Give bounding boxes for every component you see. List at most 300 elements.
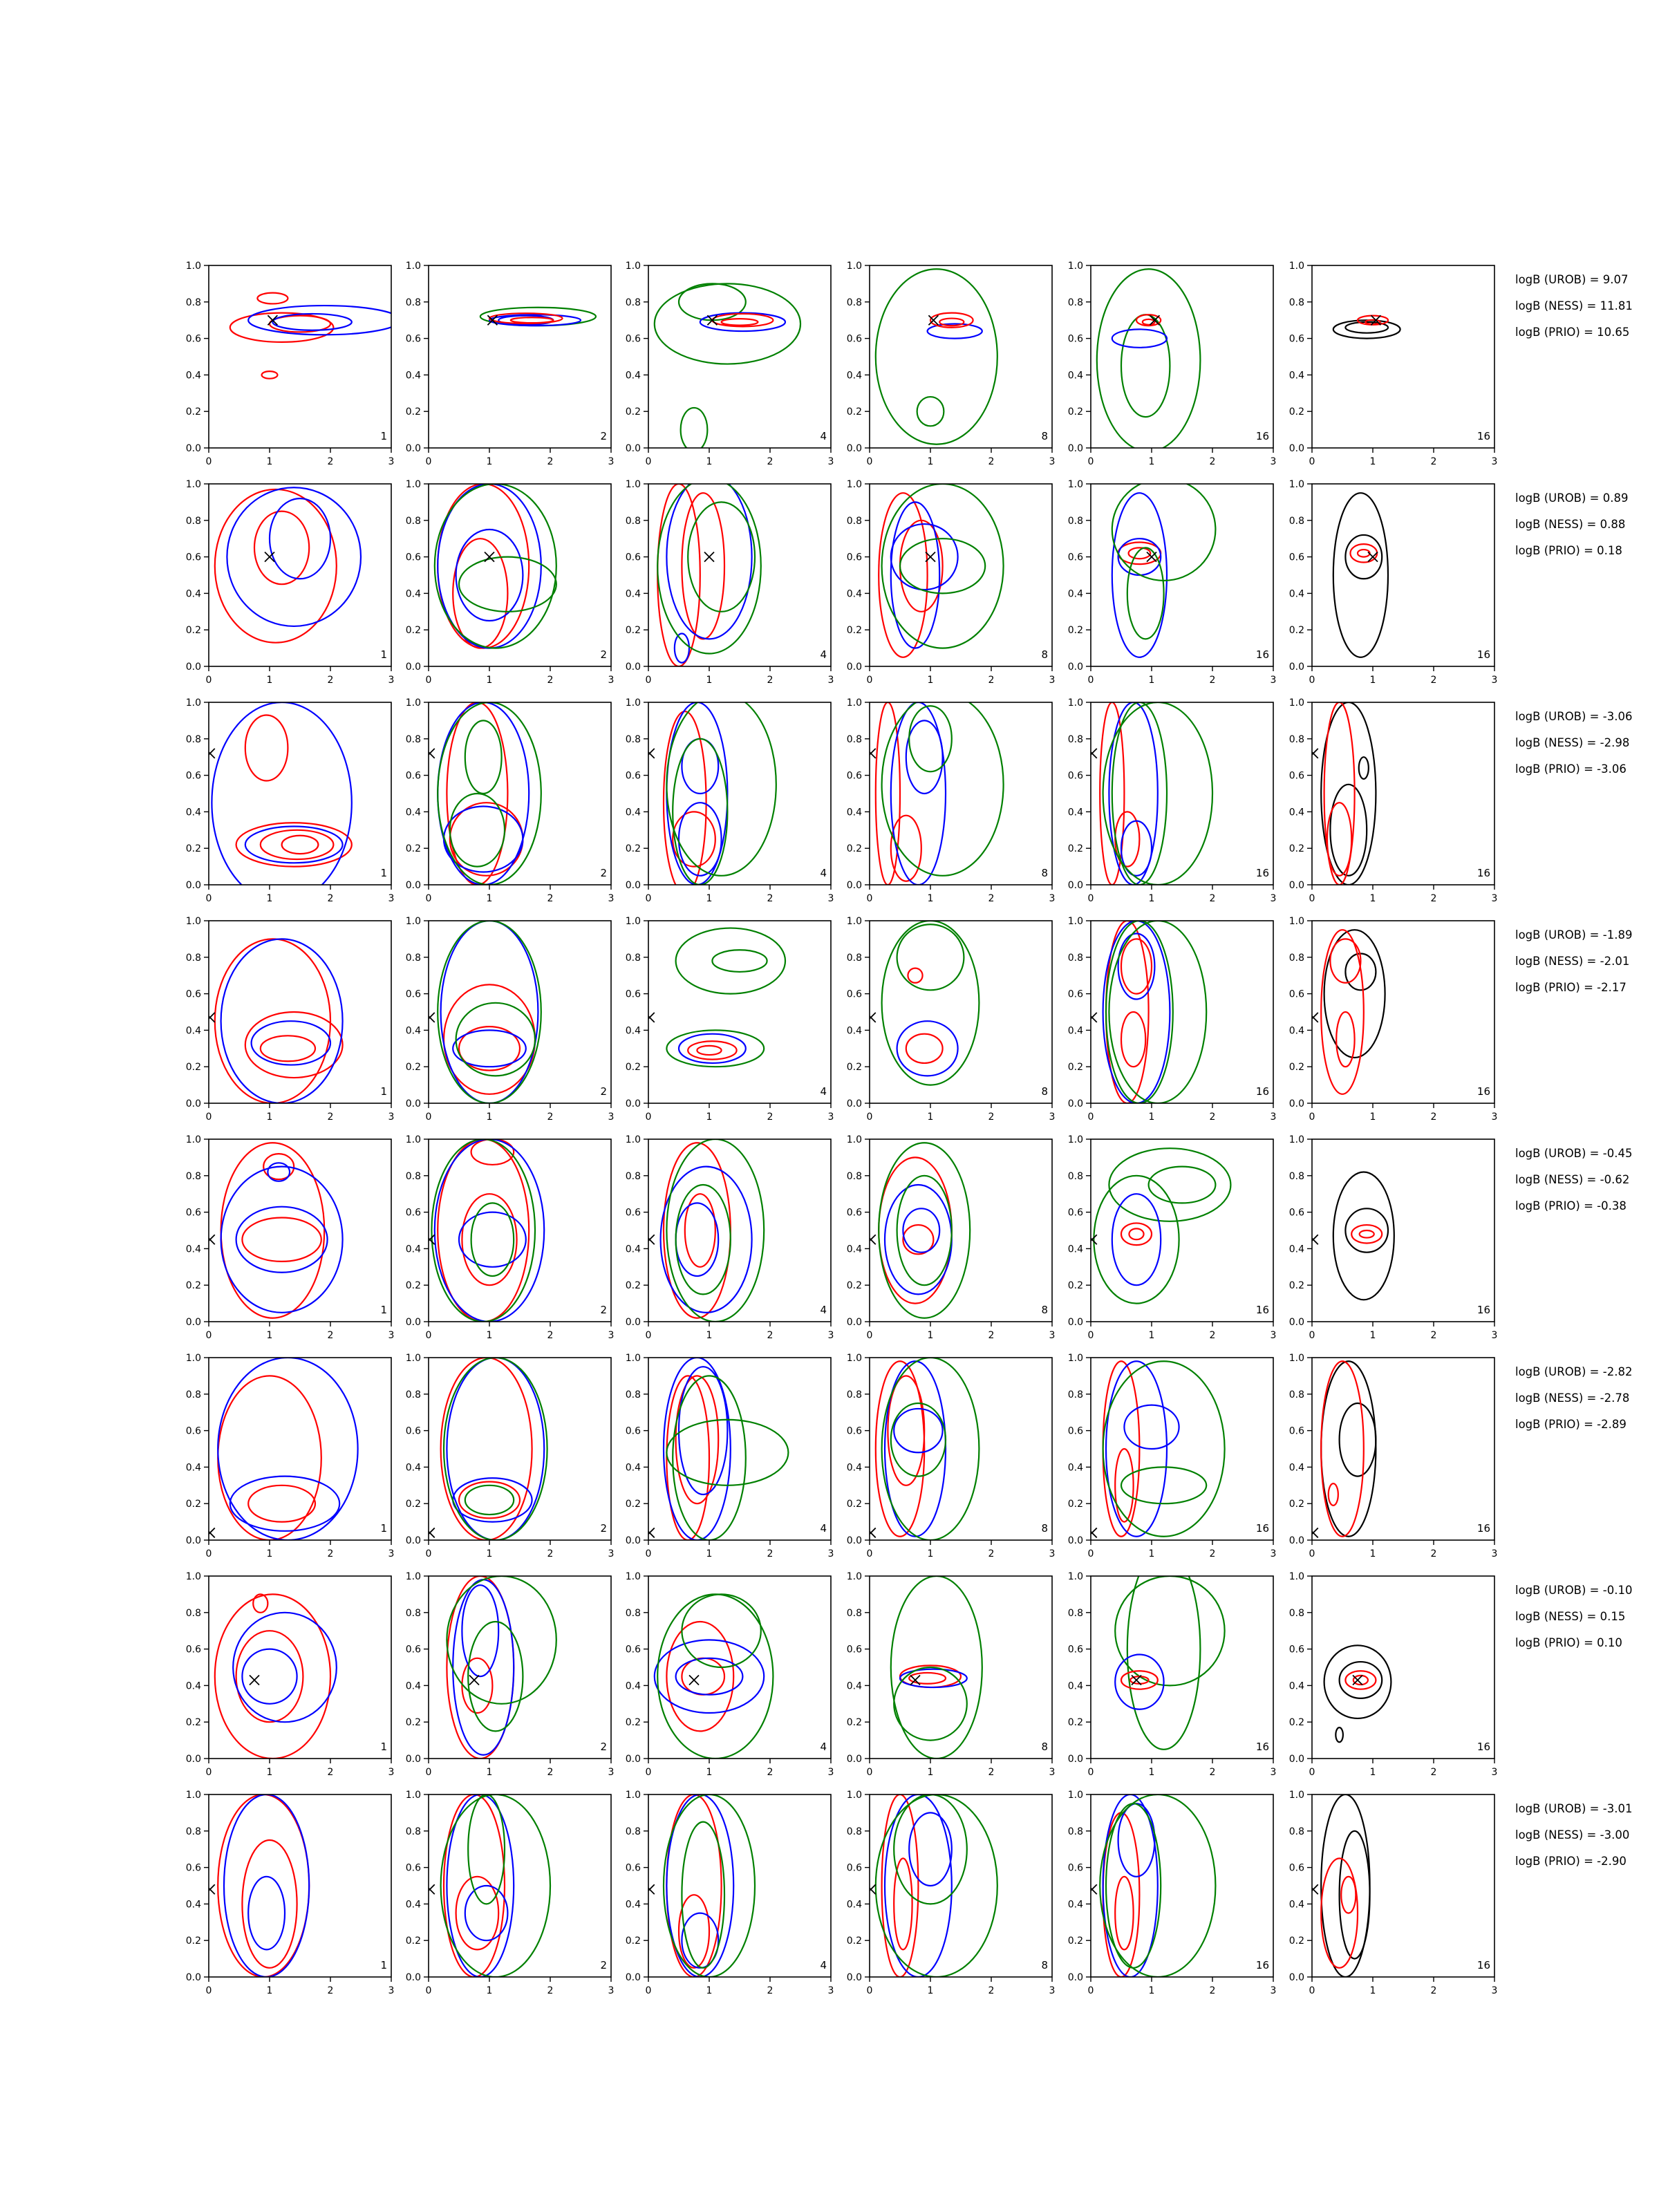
contour-green-1 (876, 269, 997, 444)
contour-green-1 (1109, 1148, 1230, 1221)
truth-marker (1309, 1884, 1318, 1894)
x-tick-label: 2 (547, 893, 554, 904)
y-tick-label: 0.6 (185, 1425, 201, 1437)
bayes-factor-label: logB (UROB) = -3.01 (1515, 1802, 1633, 1815)
y-tick-label: 0.2 (625, 406, 641, 418)
y-tick-label: 1.0 (1288, 1353, 1304, 1364)
contour-green-1 (1097, 269, 1201, 451)
contour-green-6 (1106, 1803, 1161, 1968)
contour-red-3 (1350, 544, 1377, 562)
y-tick-label: 0.0 (625, 880, 641, 891)
x-tick-label: 3 (388, 1548, 395, 1559)
x-tick-label: 3 (608, 1330, 615, 1341)
contour-group (876, 693, 1004, 885)
corner-label: 16 (1477, 867, 1490, 879)
y-tick-label: 0.0 (1067, 1535, 1083, 1546)
x-tick-label: 0 (1087, 1330, 1094, 1341)
contour-group (1333, 493, 1388, 657)
x-tick-label: 3 (1049, 675, 1056, 686)
y-tick-label: 0.8 (625, 1389, 641, 1400)
panel-r4-c6 (1289, 916, 1498, 1123)
y-tick-label: 0.4 (405, 1899, 421, 1911)
axes-frame (209, 1139, 391, 1322)
contour-blue-4 (675, 633, 689, 662)
y-tick-label: 0.0 (1067, 1317, 1083, 1328)
y-tick-label: 0.8 (405, 1389, 421, 1400)
x-tick-label: 2 (327, 456, 334, 467)
y-tick-label: 0.8 (1288, 297, 1304, 308)
x-tick-label: 3 (608, 1985, 615, 1996)
y-tick-label: 1.0 (625, 261, 641, 272)
y-tick-label: 1.0 (405, 1790, 421, 1801)
y-tick-label: 0.4 (405, 588, 421, 600)
x-tick-label: 1 (706, 1330, 713, 1341)
x-tick-label: 3 (1049, 1548, 1056, 1559)
x-tick-label: 1 (486, 1767, 493, 1778)
y-tick-label: 0.2 (846, 1936, 862, 1947)
x-tick-label: 0 (645, 1330, 652, 1341)
y-tick-label: 0.8 (185, 1389, 201, 1400)
y-tick-label: 0.8 (405, 952, 421, 964)
y-tick-label: 0.0 (405, 1754, 421, 1765)
x-tick-label: 1 (1369, 893, 1376, 904)
y-tick-label: 1.0 (846, 479, 862, 490)
y-tick-label: 0.0 (405, 443, 421, 454)
x-tick-label: 3 (388, 675, 395, 686)
contour-group (435, 484, 556, 648)
panel-r8-c5 (1068, 1790, 1277, 1996)
contour-group (879, 484, 1003, 657)
x-tick-label: 1 (1148, 1330, 1155, 1341)
x-tick-label: 3 (1049, 893, 1056, 904)
contour-green-6 (682, 1594, 760, 1667)
contour-blue-3 (661, 1167, 752, 1313)
y-tick-label: 0.0 (1288, 1098, 1304, 1109)
y-tick-label: 0.2 (405, 406, 421, 418)
corner-label: 8 (1041, 1304, 1048, 1316)
y-tick-label: 0.4 (1288, 1680, 1304, 1692)
y-tick-label: 0.6 (1288, 770, 1304, 782)
y-tick-label: 0.6 (1067, 1425, 1083, 1437)
corner-label: 1 (380, 430, 387, 442)
x-tick-label: 0 (425, 1767, 432, 1778)
x-tick-label: 3 (827, 1548, 834, 1559)
x-tick-label: 2 (1209, 1548, 1216, 1559)
truth-marker (866, 749, 876, 758)
y-tick-label: 0.8 (405, 515, 421, 527)
panel-r7-c3 (626, 1571, 834, 1778)
panel-r4-c4 (847, 916, 1056, 1123)
contour-group (1094, 1148, 1230, 1303)
x-tick-label: 0 (1309, 1767, 1315, 1778)
corner-label: 16 (1477, 648, 1490, 661)
y-tick-label: 0.6 (185, 770, 201, 782)
x-tick-label: 3 (388, 1767, 395, 1778)
contour-black-2 (1340, 1831, 1370, 1959)
corner-label: 8 (1041, 430, 1048, 442)
contour-red-1 (215, 939, 330, 1103)
y-tick-label: 0.8 (1288, 1170, 1304, 1182)
panel-r3-c6 (1289, 697, 1498, 904)
y-tick-label: 1.0 (1288, 916, 1304, 927)
y-tick-label: 0.8 (185, 1170, 201, 1182)
contour-red-2 (1115, 1449, 1133, 1522)
y-tick-label: 0.2 (405, 1499, 421, 1510)
corner-label: 4 (820, 1085, 827, 1098)
truth-marker (205, 1528, 215, 1537)
contour-green-6 (1109, 921, 1206, 1103)
corner-label: 2 (600, 1959, 607, 1971)
x-tick-label: 3 (608, 1767, 615, 1778)
axes-frame (1312, 484, 1494, 666)
y-tick-label: 0.0 (185, 662, 201, 673)
y-tick-label: 0.0 (1288, 1754, 1304, 1765)
y-tick-label: 1.0 (185, 261, 201, 272)
contour-blue-4 (1124, 1405, 1179, 1449)
x-tick-label: 0 (645, 1767, 652, 1778)
contour-red-3 (1321, 930, 1364, 1094)
x-tick-label: 3 (608, 1112, 615, 1123)
panel-r4-c5 (1068, 916, 1277, 1123)
y-tick-label: 1.0 (1067, 697, 1083, 709)
truth-marker (425, 1884, 435, 1894)
corner-label: 16 (1255, 648, 1269, 661)
axes-frame (209, 265, 391, 448)
x-tick-label: 0 (1309, 1548, 1315, 1559)
y-tick-label: 0.0 (185, 1317, 201, 1328)
y-tick-label: 0.2 (846, 1717, 862, 1729)
truth-marker (645, 1235, 655, 1244)
contour-green-6 (468, 1622, 523, 1731)
x-tick-label: 0 (205, 1330, 212, 1341)
contour-group (1324, 1645, 1391, 1742)
contour-green-1 (676, 928, 785, 994)
y-tick-label: 0.8 (846, 1170, 862, 1182)
y-tick-label: 0.8 (405, 1170, 421, 1182)
y-tick-label: 0.6 (625, 770, 641, 782)
y-tick-label: 0.8 (625, 1607, 641, 1619)
y-tick-label: 0.4 (846, 1462, 862, 1474)
contour-group (661, 1139, 765, 1322)
x-tick-label: 1 (266, 1767, 273, 1778)
x-tick-label: 2 (327, 1112, 334, 1123)
contour-blue-4 (465, 1886, 508, 1940)
contour-green-7 (1106, 921, 1173, 1103)
x-tick-label: 0 (1309, 1112, 1315, 1123)
x-tick-label: 2 (1209, 1112, 1216, 1123)
corner-label: 16 (1255, 1741, 1269, 1753)
contour-group (666, 928, 785, 1067)
y-tick-label: 0.2 (185, 1062, 201, 1074)
y-tick-label: 0.8 (846, 1389, 862, 1400)
x-tick-label: 2 (988, 456, 995, 467)
y-tick-label: 0.6 (405, 988, 421, 1000)
truth-marker (250, 1675, 259, 1685)
axes-frame (648, 921, 831, 1103)
x-tick-label: 0 (1087, 1112, 1094, 1123)
contour-green-6 (465, 1485, 514, 1515)
x-tick-label: 0 (1309, 1330, 1315, 1341)
contour-red-6 (722, 319, 758, 326)
truth-marker (425, 749, 435, 758)
panel-r4-c1 (186, 916, 395, 1123)
y-tick-label: 0.6 (185, 1862, 201, 1874)
x-tick-label: 3 (1491, 1548, 1498, 1559)
contour-group (480, 308, 596, 326)
y-tick-label: 1.0 (625, 1571, 641, 1582)
y-tick-label: 0.6 (625, 1425, 641, 1437)
y-tick-label: 0.2 (1067, 625, 1083, 637)
truth-marker (645, 1013, 655, 1022)
corner-label: 4 (820, 648, 827, 661)
y-tick-label: 0.6 (846, 552, 862, 563)
y-tick-label: 0.8 (1288, 1826, 1304, 1837)
y-tick-label: 0.4 (1288, 807, 1304, 818)
y-tick-label: 0.2 (405, 1936, 421, 1947)
y-tick-label: 0.2 (405, 1280, 421, 1292)
y-tick-label: 0.2 (185, 1499, 201, 1510)
y-tick-label: 0.6 (846, 1862, 862, 1874)
x-tick-label: 1 (927, 456, 934, 467)
contour-group (215, 487, 361, 642)
bayes-factor-label: logB (NESS) = -0.62 (1515, 1173, 1630, 1186)
x-tick-label: 2 (547, 1985, 554, 1996)
corner-label: 8 (1041, 648, 1048, 661)
panel-r1-c2 (406, 261, 615, 467)
x-tick-label: 1 (706, 1112, 713, 1123)
bayes-factor-label: logB (PRIO) = 0.10 (1515, 1636, 1622, 1649)
x-tick-label: 2 (547, 1548, 554, 1559)
y-tick-label: 0.4 (625, 1899, 641, 1911)
bayes-factor-label: logB (UROB) = -0.45 (1515, 1147, 1633, 1160)
x-tick-label: 2 (1430, 1767, 1437, 1778)
truth-marker (866, 1235, 876, 1244)
y-tick-label: 0.6 (1288, 1425, 1304, 1437)
x-tick-label: 3 (608, 675, 615, 686)
y-tick-label: 0.4 (405, 1680, 421, 1692)
contour-blue-4 (1118, 1803, 1155, 1877)
y-tick-label: 0.0 (185, 880, 201, 891)
x-tick-label: 2 (1209, 1985, 1216, 1996)
contour-group (1321, 702, 1376, 885)
y-tick-label: 0.6 (405, 770, 421, 782)
y-tick-label: 0.0 (1288, 880, 1304, 891)
contour-red-2 (462, 1658, 492, 1713)
x-tick-label: 2 (988, 1112, 995, 1123)
y-tick-label: 0.6 (405, 1862, 421, 1874)
contour-group (215, 1594, 337, 1759)
y-tick-label: 1.0 (185, 1790, 201, 1801)
truth-marker (205, 1884, 215, 1894)
y-tick-label: 1.0 (625, 479, 641, 490)
y-tick-label: 0.4 (1067, 1680, 1083, 1692)
corner-label: 2 (600, 430, 607, 442)
x-tick-label: 0 (1309, 893, 1315, 904)
contour-red-3 (282, 836, 319, 854)
contour-green-3 (681, 408, 708, 451)
y-tick-label: 0.2 (185, 1717, 201, 1729)
y-tick-label: 0.0 (405, 1535, 421, 1546)
y-tick-label: 0.4 (1067, 1899, 1083, 1911)
y-tick-label: 0.4 (846, 588, 862, 600)
contour-green-1 (882, 921, 980, 1085)
x-tick-label: 0 (1087, 456, 1094, 467)
y-tick-label: 0.0 (1067, 1972, 1083, 1983)
x-tick-label: 2 (1209, 675, 1216, 686)
y-tick-label: 0.0 (846, 1535, 862, 1546)
x-tick-label: 2 (767, 1330, 774, 1341)
x-tick-label: 2 (988, 893, 995, 904)
corner-label: 16 (1255, 1522, 1269, 1535)
corner-label: 16 (1477, 1304, 1490, 1316)
contour-green-7 (471, 1203, 514, 1276)
contour-red-3 (1345, 1671, 1376, 1689)
panel-r2-c2 (406, 479, 615, 686)
truth-marker (866, 1884, 876, 1894)
x-tick-label: 2 (767, 1985, 774, 1996)
x-tick-label: 1 (1369, 1767, 1376, 1778)
bayes-factor-label: logB (NESS) = 0.88 (1515, 518, 1626, 531)
corner-label: 16 (1477, 1959, 1490, 1971)
contour-green-2 (1127, 1548, 1201, 1749)
x-tick-label: 1 (486, 1985, 493, 1996)
contour-blue-3 (227, 487, 361, 626)
axes-frame (870, 1358, 1052, 1540)
corner-label: 4 (820, 1522, 827, 1535)
y-tick-label: 0.2 (625, 1499, 641, 1510)
contour-green-5 (657, 1594, 773, 1759)
x-tick-label: 0 (645, 456, 652, 467)
y-tick-label: 0.4 (185, 1244, 201, 1255)
contour-green-5 (879, 1143, 970, 1318)
y-tick-label: 0.4 (625, 1025, 641, 1037)
y-tick-label: 1.0 (405, 916, 421, 927)
x-tick-label: 2 (327, 1767, 334, 1778)
contour-group (1103, 921, 1207, 1103)
x-tick-label: 2 (988, 1767, 995, 1778)
y-tick-label: 0.4 (846, 1025, 862, 1037)
y-tick-label: 0.2 (625, 1717, 641, 1729)
y-tick-label: 0.6 (1067, 1644, 1083, 1656)
axes-frame (209, 1358, 391, 1540)
contour-group (876, 1358, 980, 1540)
bayes-factor-label: logB (PRIO) = -2.17 (1515, 981, 1627, 994)
x-tick-label: 2 (767, 456, 774, 467)
panel-r8-c1 (186, 1790, 395, 1996)
corner-label: 4 (820, 430, 827, 442)
bayes-factor-label: logB (NESS) = -2.78 (1515, 1391, 1630, 1405)
contour-blue-4 (894, 1409, 942, 1452)
corner-label: 16 (1255, 867, 1269, 879)
contour-group (655, 1594, 774, 1759)
x-tick-label: 1 (706, 893, 713, 904)
x-tick-label: 0 (1309, 456, 1315, 467)
contour-blue-4 (891, 502, 939, 648)
y-tick-label: 0.2 (1288, 406, 1304, 418)
corner-label: 2 (600, 1085, 607, 1098)
x-tick-label: 0 (866, 675, 873, 686)
panel-r1-c4 (847, 261, 1056, 467)
x-tick-label: 1 (486, 1112, 493, 1123)
x-tick-label: 3 (1270, 1330, 1277, 1341)
x-tick-label: 2 (327, 1548, 334, 1559)
x-tick-label: 0 (425, 1985, 432, 1996)
corner-label: 8 (1041, 867, 1048, 879)
panel-r4-c2 (406, 916, 615, 1123)
x-tick-label: 0 (205, 1985, 212, 1996)
x-tick-label: 2 (1209, 1767, 1216, 1778)
bayes-factor-label: logB (PRIO) = -2.89 (1515, 1418, 1627, 1431)
contour-blue-5 (236, 1207, 328, 1273)
x-tick-label: 1 (927, 1767, 934, 1778)
panel-r5-c2 (406, 1134, 615, 1341)
x-tick-label: 2 (327, 1985, 334, 1996)
contour-group (1321, 930, 1385, 1094)
panel-r8-c4 (847, 1790, 1056, 1996)
y-tick-label: 1.0 (405, 479, 421, 490)
y-tick-label: 0.8 (1288, 1389, 1304, 1400)
y-tick-label: 0.0 (1067, 1754, 1083, 1765)
y-tick-label: 1.0 (1288, 697, 1304, 709)
contour-group (891, 1576, 982, 1759)
contour-black-5 (1335, 1727, 1343, 1742)
panel-r6-c5 (1068, 1353, 1277, 1559)
contour-blue-3 (438, 484, 541, 648)
y-tick-label: 0.4 (1067, 1244, 1083, 1255)
panel-r3-c1 (186, 697, 395, 904)
y-tick-label: 1.0 (185, 916, 201, 927)
y-tick-label: 0.8 (1067, 733, 1083, 745)
y-tick-label: 0.4 (1288, 1462, 1304, 1474)
contour-blue-3 (885, 1185, 952, 1294)
contour-group (438, 921, 541, 1103)
x-tick-label: 0 (1087, 893, 1094, 904)
axes-frame (870, 1576, 1052, 1759)
x-tick-label: 2 (1430, 1548, 1437, 1559)
contour-blue-5 (459, 1212, 526, 1267)
axes-frame (1091, 921, 1273, 1103)
contour-green-2 (917, 397, 944, 426)
x-tick-label: 3 (1049, 1112, 1056, 1123)
panel-r8-c2 (406, 1790, 615, 1996)
contour-red-4 (262, 371, 278, 379)
x-tick-label: 2 (1430, 1985, 1437, 1996)
panel-r7-c5 (1068, 1548, 1277, 1778)
bayes-factor-label: logB (NESS) = -2.01 (1515, 955, 1630, 968)
y-tick-label: 0.8 (846, 1607, 862, 1619)
x-tick-label: 1 (486, 675, 493, 686)
y-tick-label: 0.6 (405, 333, 421, 345)
x-tick-label: 1 (1148, 1767, 1155, 1778)
contour-black-1 (1333, 1172, 1394, 1300)
y-tick-label: 0.4 (405, 1244, 421, 1255)
y-tick-label: 0.0 (625, 1317, 641, 1328)
y-tick-label: 0.6 (185, 988, 201, 1000)
contour-blue-3 (655, 1640, 764, 1713)
contour-green-6 (465, 720, 502, 794)
truth-marker (645, 1528, 655, 1537)
contour-red-2 (459, 1482, 520, 1519)
y-tick-label: 0.2 (625, 1936, 641, 1947)
x-tick-label: 2 (327, 893, 334, 904)
y-tick-label: 0.6 (625, 988, 641, 1000)
contour-blue-3 (1112, 329, 1167, 347)
bayes-factor-label: logB (NESS) = 11.81 (1515, 299, 1633, 312)
y-tick-label: 0.4 (185, 588, 201, 600)
contour-group (1097, 269, 1201, 451)
x-tick-label: 1 (1148, 456, 1155, 467)
y-tick-label: 1.0 (846, 916, 862, 927)
